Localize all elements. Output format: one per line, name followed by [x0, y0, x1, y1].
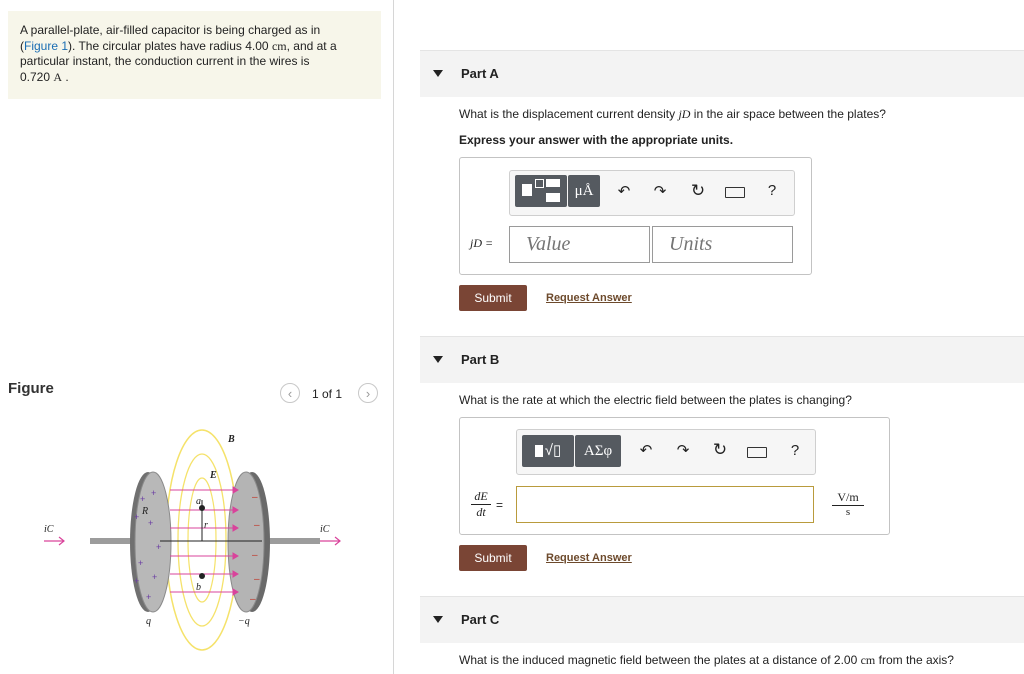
- part-b-header[interactable]: [420, 336, 1024, 383]
- label-ic-right: iC: [320, 524, 330, 535]
- template-block-icon: [535, 179, 544, 188]
- radius-unit: cm: [271, 38, 287, 53]
- part-c-question-post: from the axis?: [878, 653, 954, 667]
- current-unit: A: [53, 69, 63, 84]
- chevron-right-icon: ›: [365, 386, 371, 401]
- part-a-question: [459, 107, 886, 122]
- templates-button[interactable]: [515, 175, 567, 207]
- current-value: 0.720: [20, 69, 51, 84]
- de-numerator: dE: [471, 489, 491, 505]
- chevron-left-icon: ‹: [287, 386, 293, 401]
- svg-text:+: +: [156, 542, 162, 552]
- help-button[interactable]: ?: [790, 442, 800, 459]
- point-b: [199, 573, 205, 579]
- collapse-triangle-icon[interactable]: [433, 616, 443, 623]
- distance-unit: cm: [860, 653, 876, 667]
- svg-text:+: +: [134, 512, 140, 522]
- sqrt-icon: √▯: [544, 442, 562, 459]
- part-b-question: What is the rate at which the electric field between the plates is changing?: [459, 393, 852, 407]
- redo-icon[interactable]: ↷: [653, 183, 667, 200]
- svg-text:+: +: [146, 592, 152, 602]
- template-block-icon: [535, 445, 543, 457]
- part-b-submit-button[interactable]: Submit: [459, 545, 527, 571]
- greek-symbols-button[interactable]: ΑΣφ: [575, 435, 621, 467]
- unit-denominator: s: [845, 506, 851, 518]
- part-a-title: Part A: [461, 66, 499, 81]
- svg-text:–: –: [254, 520, 260, 531]
- label-q: q: [146, 616, 151, 627]
- svg-text:+: +: [140, 494, 146, 504]
- svg-text:–: –: [254, 574, 260, 585]
- jd-input-label: jD =: [470, 236, 494, 250]
- part-c-header[interactable]: [420, 596, 1024, 643]
- label-R: R: [142, 506, 149, 517]
- part-a-question-pre: What is the displacement current density: [459, 107, 676, 121]
- svg-text:+: +: [152, 572, 158, 582]
- collapse-triangle-icon[interactable]: [433, 356, 443, 363]
- part-c-question: [459, 653, 954, 668]
- part-c-question-pre: What is the induced magnetic field between the plates at a distance of 2.00: [459, 653, 858, 667]
- part-a-question-post: in the air space between the plates?: [693, 107, 886, 121]
- collapse-triangle-icon[interactable]: [433, 70, 443, 77]
- dt-denominator: dt: [476, 505, 486, 519]
- label-neg-q: −q: [238, 616, 250, 627]
- undo-icon[interactable]: ↶: [617, 183, 631, 200]
- unit-numerator: V/m: [832, 490, 864, 506]
- label-b: b: [196, 582, 201, 593]
- svg-text:–: –: [252, 492, 258, 503]
- problem-line-2: ). The circular plates have radius 4.00: [68, 38, 269, 53]
- template-block-icon: [522, 184, 532, 196]
- svg-text:–: –: [252, 550, 258, 561]
- reset-icon[interactable]: ↻: [690, 181, 706, 200]
- rate-input[interactable]: [516, 486, 814, 523]
- label-r: r: [204, 520, 208, 531]
- label-a: a: [196, 496, 201, 507]
- capacitor-figure: [30, 420, 360, 660]
- column-divider: [393, 0, 394, 674]
- part-a-request-answer-link[interactable]: Request Answer: [546, 292, 632, 304]
- label-E: E: [210, 470, 217, 481]
- part-a-header[interactable]: [420, 50, 1024, 97]
- problem-statement: A parallel-plate, air-filled capacitor is being charged as in (Figure 1). The circular plates have radius 4.00 cm, and at a particular instant, the conduction current in the wires is 0.720 A .: [20, 23, 337, 84]
- value-input[interactable]: [509, 226, 650, 263]
- redo-icon[interactable]: ↷: [676, 442, 690, 459]
- figure-next-button[interactable]: [358, 383, 378, 403]
- part-a-instruction: Express your answer with the appropriate units.: [459, 133, 734, 147]
- keyboard-icon[interactable]: [747, 447, 767, 458]
- part-b-title: Part B: [461, 352, 500, 367]
- part-b-request-answer-link[interactable]: Request Answer: [546, 552, 632, 564]
- svg-text:+: +: [138, 558, 144, 568]
- svg-text:+: +: [151, 488, 157, 498]
- reset-icon[interactable]: ↻: [712, 440, 728, 459]
- problem-line-1: A parallel-plate, air-filled capacitor is being charged as in: [20, 23, 321, 37]
- part-a-submit-button[interactable]: Submit: [459, 285, 527, 311]
- figure-counter: 1 of 1: [312, 387, 343, 401]
- svg-text:+: +: [134, 576, 140, 586]
- units-symbol-button[interactable]: μÅ: [568, 175, 600, 207]
- label-ic-left: iC: [44, 524, 54, 535]
- label-B: B: [228, 434, 235, 445]
- problem-line-2-end: , and at a: [286, 38, 337, 53]
- equals-sign: =: [496, 498, 504, 512]
- help-button[interactable]: ?: [767, 182, 777, 199]
- unit-fraction: [832, 490, 864, 518]
- de-dt-fraction: [471, 489, 491, 520]
- figure-header: Figure: [8, 380, 54, 397]
- part-c-title: Part C: [461, 612, 500, 627]
- undo-icon[interactable]: ↶: [639, 442, 653, 459]
- figure-link[interactable]: Figure 1: [24, 38, 69, 53]
- keyboard-icon[interactable]: [725, 187, 745, 198]
- templates-sqrt-button[interactable]: [522, 435, 574, 467]
- template-block-icon: [546, 193, 560, 202]
- units-input[interactable]: [652, 226, 793, 263]
- problem-line-3: particular instant, the conduction current in the wires is: [20, 54, 310, 69]
- svg-text:–: –: [250, 594, 256, 605]
- jd-symbol: jD: [678, 107, 691, 121]
- template-block-icon: [546, 179, 560, 187]
- figure-prev-button[interactable]: [280, 383, 300, 403]
- svg-text:+: +: [148, 518, 154, 528]
